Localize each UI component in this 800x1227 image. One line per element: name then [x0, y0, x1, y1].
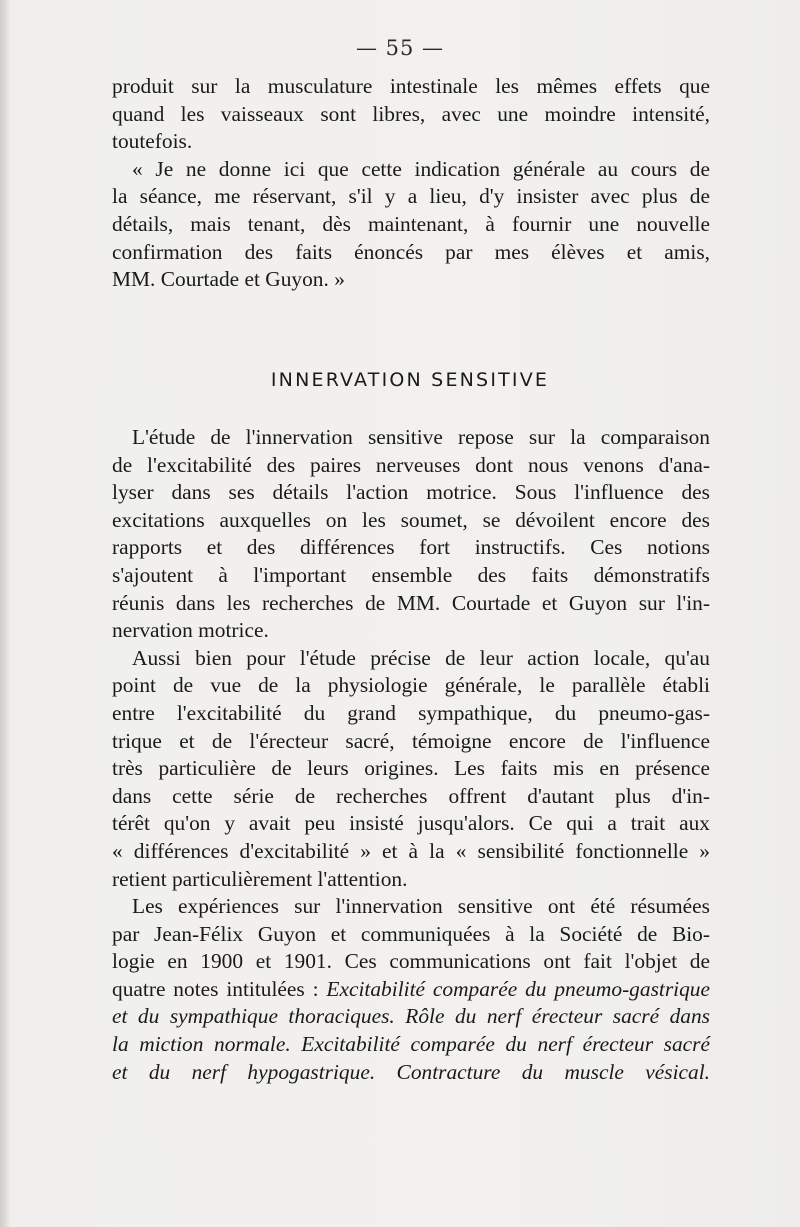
text-line: toutefois.	[112, 129, 193, 154]
text-line: lyser dans ses détails l'action motrice. Sous l'influence des	[112, 480, 710, 505]
italic-title-line: et du nerf hypogastrique. Contracture du muscle vésical.	[112, 1059, 710, 1084]
text-line: détails, mais tenant, dès maintenant, à fournir une nouvelle	[112, 211, 710, 236]
text-line: de l'excitabilité des paires nerveuses dont nous venons d'ana-	[112, 452, 710, 477]
text-line: retient particulièrement l'attention.	[112, 866, 408, 891]
text-line: « différences d'excitabilité » et à la « sensibilité fonctionnelle »	[112, 838, 710, 863]
text-line: rapports et des différences fort instructifs. Ces notions	[112, 535, 710, 560]
text-line: excitations auxquelles on les soumet, se dévoilent encore des	[112, 507, 710, 532]
text-line: térêt qu'on y avait peu insisté jusqu'alors. Ce qui a trait aux	[112, 811, 710, 836]
text-line: très particulière de leurs origines. Les faits mis en présence	[112, 756, 710, 781]
text-line: réunis dans les recherches de MM. Courtade et Guyon sur l'in-	[112, 590, 710, 615]
text-line: MM. Courtade et Guyon. »	[112, 267, 345, 292]
text-line: entre l'excitabilité du grand sympathique, du pneumo-gas-	[112, 700, 710, 725]
text-line: la séance, me réservant, s'il y a lieu, d'y insister avec plus de	[112, 184, 710, 209]
text-line: s'ajoutent à l'important ensemble des faits démonstratifs	[112, 562, 710, 587]
text-line: L'étude de l'innervation sensitive repose sur la comparaison	[132, 425, 710, 449]
text-line: produit sur la musculature intestinale les mêmes effets que	[112, 74, 710, 98]
text-line	[112, 976, 710, 1004]
italic-title-line: et du sympathique thoraciques. Rôle du nerf érecteur sacré dans	[112, 1004, 710, 1029]
text-run: quatre notes intitulées :	[112, 976, 327, 1001]
text-line: Les expériences sur l'innervation sensitive ont été résumées	[132, 894, 710, 919]
text-line: trique et de l'érecteur sacré, témoigne encore de l'influence	[112, 728, 710, 753]
italic-title-run: Excitabilité comparée du pneumo-gastrique	[326, 976, 710, 1001]
spine-shadow	[0, 0, 10, 1227]
text-line: quand les vaisseaux sont libres, avec une moindre intensité,	[112, 101, 710, 126]
text-line: logie en 1900 et 1901. Ces communications ont fait l'objet de	[112, 949, 710, 974]
text-line: Aussi bien pour l'étude précise de leur action locale, qu'au	[132, 645, 710, 670]
text-block-intro	[112, 73, 710, 294]
text-line: « Je ne donne ici que cette indication générale au cours de	[132, 156, 710, 181]
section-heading: INNERVATION SENSITIVE	[270, 369, 550, 391]
text-line: confirmation des faits énoncés par mes élèves et amis,	[112, 239, 710, 264]
page-number: — 55 —	[355, 36, 445, 60]
italic-title-line: la miction normale. Excitabilité comparée du nerf érecteur sacré	[112, 1032, 710, 1057]
text-line: point de vue de la physiologie générale, le parallèle établi	[112, 673, 710, 698]
text-line: nervation motrice.	[112, 618, 269, 643]
text-block-main	[112, 424, 710, 1086]
text-line: par Jean-Félix Guyon et communiquées à la Société de Bio-	[112, 921, 710, 946]
text-line: dans cette série de recherches offrent d'autant plus d'in-	[112, 783, 710, 808]
